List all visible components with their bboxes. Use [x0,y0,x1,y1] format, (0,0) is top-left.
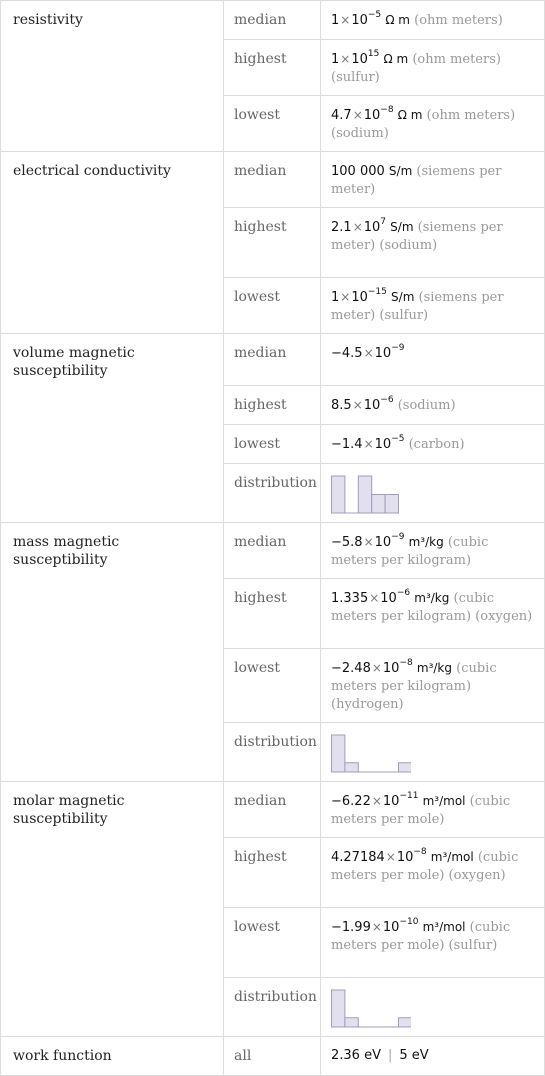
element-name: (sulfur) [448,938,498,953]
property-name: work function [1,1037,224,1076]
element-name: (sodium) [397,398,456,413]
exponent: 15 [367,48,380,59]
histogram-bar [399,763,412,772]
element-name: (oxygen) [448,868,506,883]
unit-name: (ohm meters) [426,108,516,123]
base: 10 [374,535,392,550]
stat-label: highest [224,386,321,425]
element-name: (sulfur) [379,308,429,323]
number: 100 000 [331,164,385,179]
times-sign: × [352,220,363,234]
element-name: (oxygen) [475,609,533,624]
element-name: (sodium) [331,126,389,141]
histogram-bar [358,476,371,513]
times-sign: × [371,661,382,675]
mantissa: −1.4 [331,437,363,452]
unit: Ω m [397,108,423,122]
base: 10 [374,346,392,361]
times-sign: × [352,108,363,122]
stat-value [321,908,545,978]
unit-name: (ohm meters) [412,52,501,67]
distribution-histogram [331,474,534,514]
table-row [1,523,545,579]
unit-name: (siemens per meter) [331,290,504,323]
table-row [1,334,545,386]
stat-value [321,1,545,40]
unit-name: (cubic meters per mole) [331,850,519,883]
unit-name: (cubic meters per mole) [331,920,511,953]
unit: m³/mol [422,920,466,934]
times-sign: × [363,346,374,360]
histogram-bar [372,495,385,514]
base: 10 [363,108,381,123]
stat-value [321,96,545,152]
stat-value [321,152,545,208]
work-function-value: 2.36 eV [331,1048,381,1063]
stat-label: lowest [224,96,321,152]
stat-value [321,386,545,425]
separator: | [387,1048,393,1063]
exponent: −5 [391,433,405,444]
property-name: volume magnetic susceptibility [1,334,224,523]
stat-label: median [224,1,321,40]
times-sign: × [340,52,351,66]
table-row [1,1037,545,1076]
element-name: (sodium) [379,238,438,253]
stat-label: median [224,334,321,386]
unit-name: (siemens per meter) [331,164,502,197]
unit: S/m [390,220,414,234]
unit-name: (cubic meters per mole) [331,794,511,827]
histogram-chart [331,733,411,773]
mantissa: 1 [331,52,340,67]
unit: Ω m [383,52,409,66]
property-name: molar magnetic susceptibility [1,782,224,1037]
times-sign: × [369,591,380,605]
stat-value [321,649,545,723]
times-sign: × [340,13,351,27]
unit: S/m [388,164,413,178]
mantissa: 1 [331,290,340,305]
stat-value [321,464,545,523]
histogram-chart [331,474,411,514]
exponent: −15 [367,286,387,297]
stat-value [321,1037,545,1076]
base: 10 [363,220,381,235]
distribution-histogram [331,733,534,773]
base: 10 [382,920,400,935]
stat-label: highest [224,579,321,649]
mantissa: −4.5 [331,346,363,361]
exponent: −9 [391,342,405,353]
stat-label: highest [224,40,321,96]
mantissa: 2.1 [331,220,352,235]
base: 10 [351,52,368,67]
mantissa: 4.7 [331,108,352,123]
stat-value [321,978,545,1037]
unit: S/m [391,290,415,304]
stat-label: lowest [224,908,321,978]
stat-value [321,208,545,278]
histogram-bar [332,990,345,1027]
exponent: −6 [380,394,394,405]
stat-label: all [224,1037,321,1076]
exponent: −8 [380,104,394,115]
stat-value [321,334,545,386]
work-function-value: 5 eV [399,1048,429,1063]
element-name: (sulfur) [331,70,380,85]
table-row [1,782,545,838]
histogram-bar [385,495,398,514]
exponent: 7 [380,216,387,227]
exponent: −8 [399,657,413,668]
base: 10 [351,13,368,28]
stat-value [321,523,545,579]
stat-value [321,579,545,649]
times-sign: × [371,920,382,934]
stat-value [321,40,545,96]
stat-label: median [224,782,321,838]
mantissa: 8.5 [331,398,352,413]
table-row [1,152,545,208]
element-name: (hydrogen) [331,697,404,712]
unit: Ω m [385,13,410,27]
stat-label: median [224,523,321,579]
table-row [1,1,545,40]
property-name: electrical conductivity [1,152,224,334]
stat-label: highest [224,208,321,278]
stat-value [321,838,545,908]
stat-value [321,723,545,782]
stat-label: distribution [224,723,321,782]
base: 10 [382,794,400,809]
unit: m³/kg [414,591,450,605]
stat-value [321,782,545,838]
mantissa: −6.22 [331,794,371,809]
exponent: −6 [396,587,411,598]
stat-value [321,278,545,334]
times-sign: × [371,794,382,808]
stat-value [321,425,545,464]
exponent: −5 [367,9,382,20]
stat-label: median [224,152,321,208]
stat-label: lowest [224,425,321,464]
stat-label: lowest [224,278,321,334]
stat-label: distribution [224,978,321,1037]
base: 10 [396,850,414,865]
distribution-histogram [331,988,534,1028]
element-name: (carbon) [408,437,465,452]
histogram-bar [345,763,358,772]
mantissa: −1.99 [331,920,371,935]
unit-name: (ohm meters) [414,13,503,28]
mantissa: −5.8 [331,535,363,550]
unit: m³/mol [430,850,474,864]
unit: m³/mol [422,794,466,808]
base: 10 [382,661,400,676]
stat-label: distribution [224,464,321,523]
stat-label: highest [224,838,321,908]
times-sign: × [352,398,363,412]
histogram-bar [332,476,345,513]
times-sign: × [363,437,374,451]
times-sign: × [340,290,351,304]
unit: m³/kg [408,535,444,549]
property-name: resistivity [1,1,224,152]
times-sign: × [385,850,396,864]
property-name: mass magnetic susceptibility [1,523,224,782]
base: 10 [363,398,381,413]
unit-name: (cubic meters per kilogram) [331,661,497,694]
unit-name: (cubic meters per kilogram) [331,535,489,568]
exponent: −9 [391,531,405,542]
mantissa: 4.27184 [331,850,385,865]
mantissa: 1.335 [331,591,369,606]
unit-name: (siemens per meter) [331,220,503,253]
histogram-bar [332,735,345,772]
exponent: −8 [413,846,427,857]
mantissa: 1 [331,13,340,28]
exponent: −10 [399,916,419,927]
exponent: −11 [399,790,419,801]
unit: m³/kg [416,661,452,675]
times-sign: × [363,535,374,549]
mantissa: −2.48 [331,661,371,676]
base: 10 [351,290,368,305]
base: 10 [380,591,397,606]
histogram-chart [331,988,411,1028]
base: 10 [374,437,392,452]
unit-name: (cubic meters per kilogram) [331,591,494,624]
stat-label: lowest [224,649,321,723]
